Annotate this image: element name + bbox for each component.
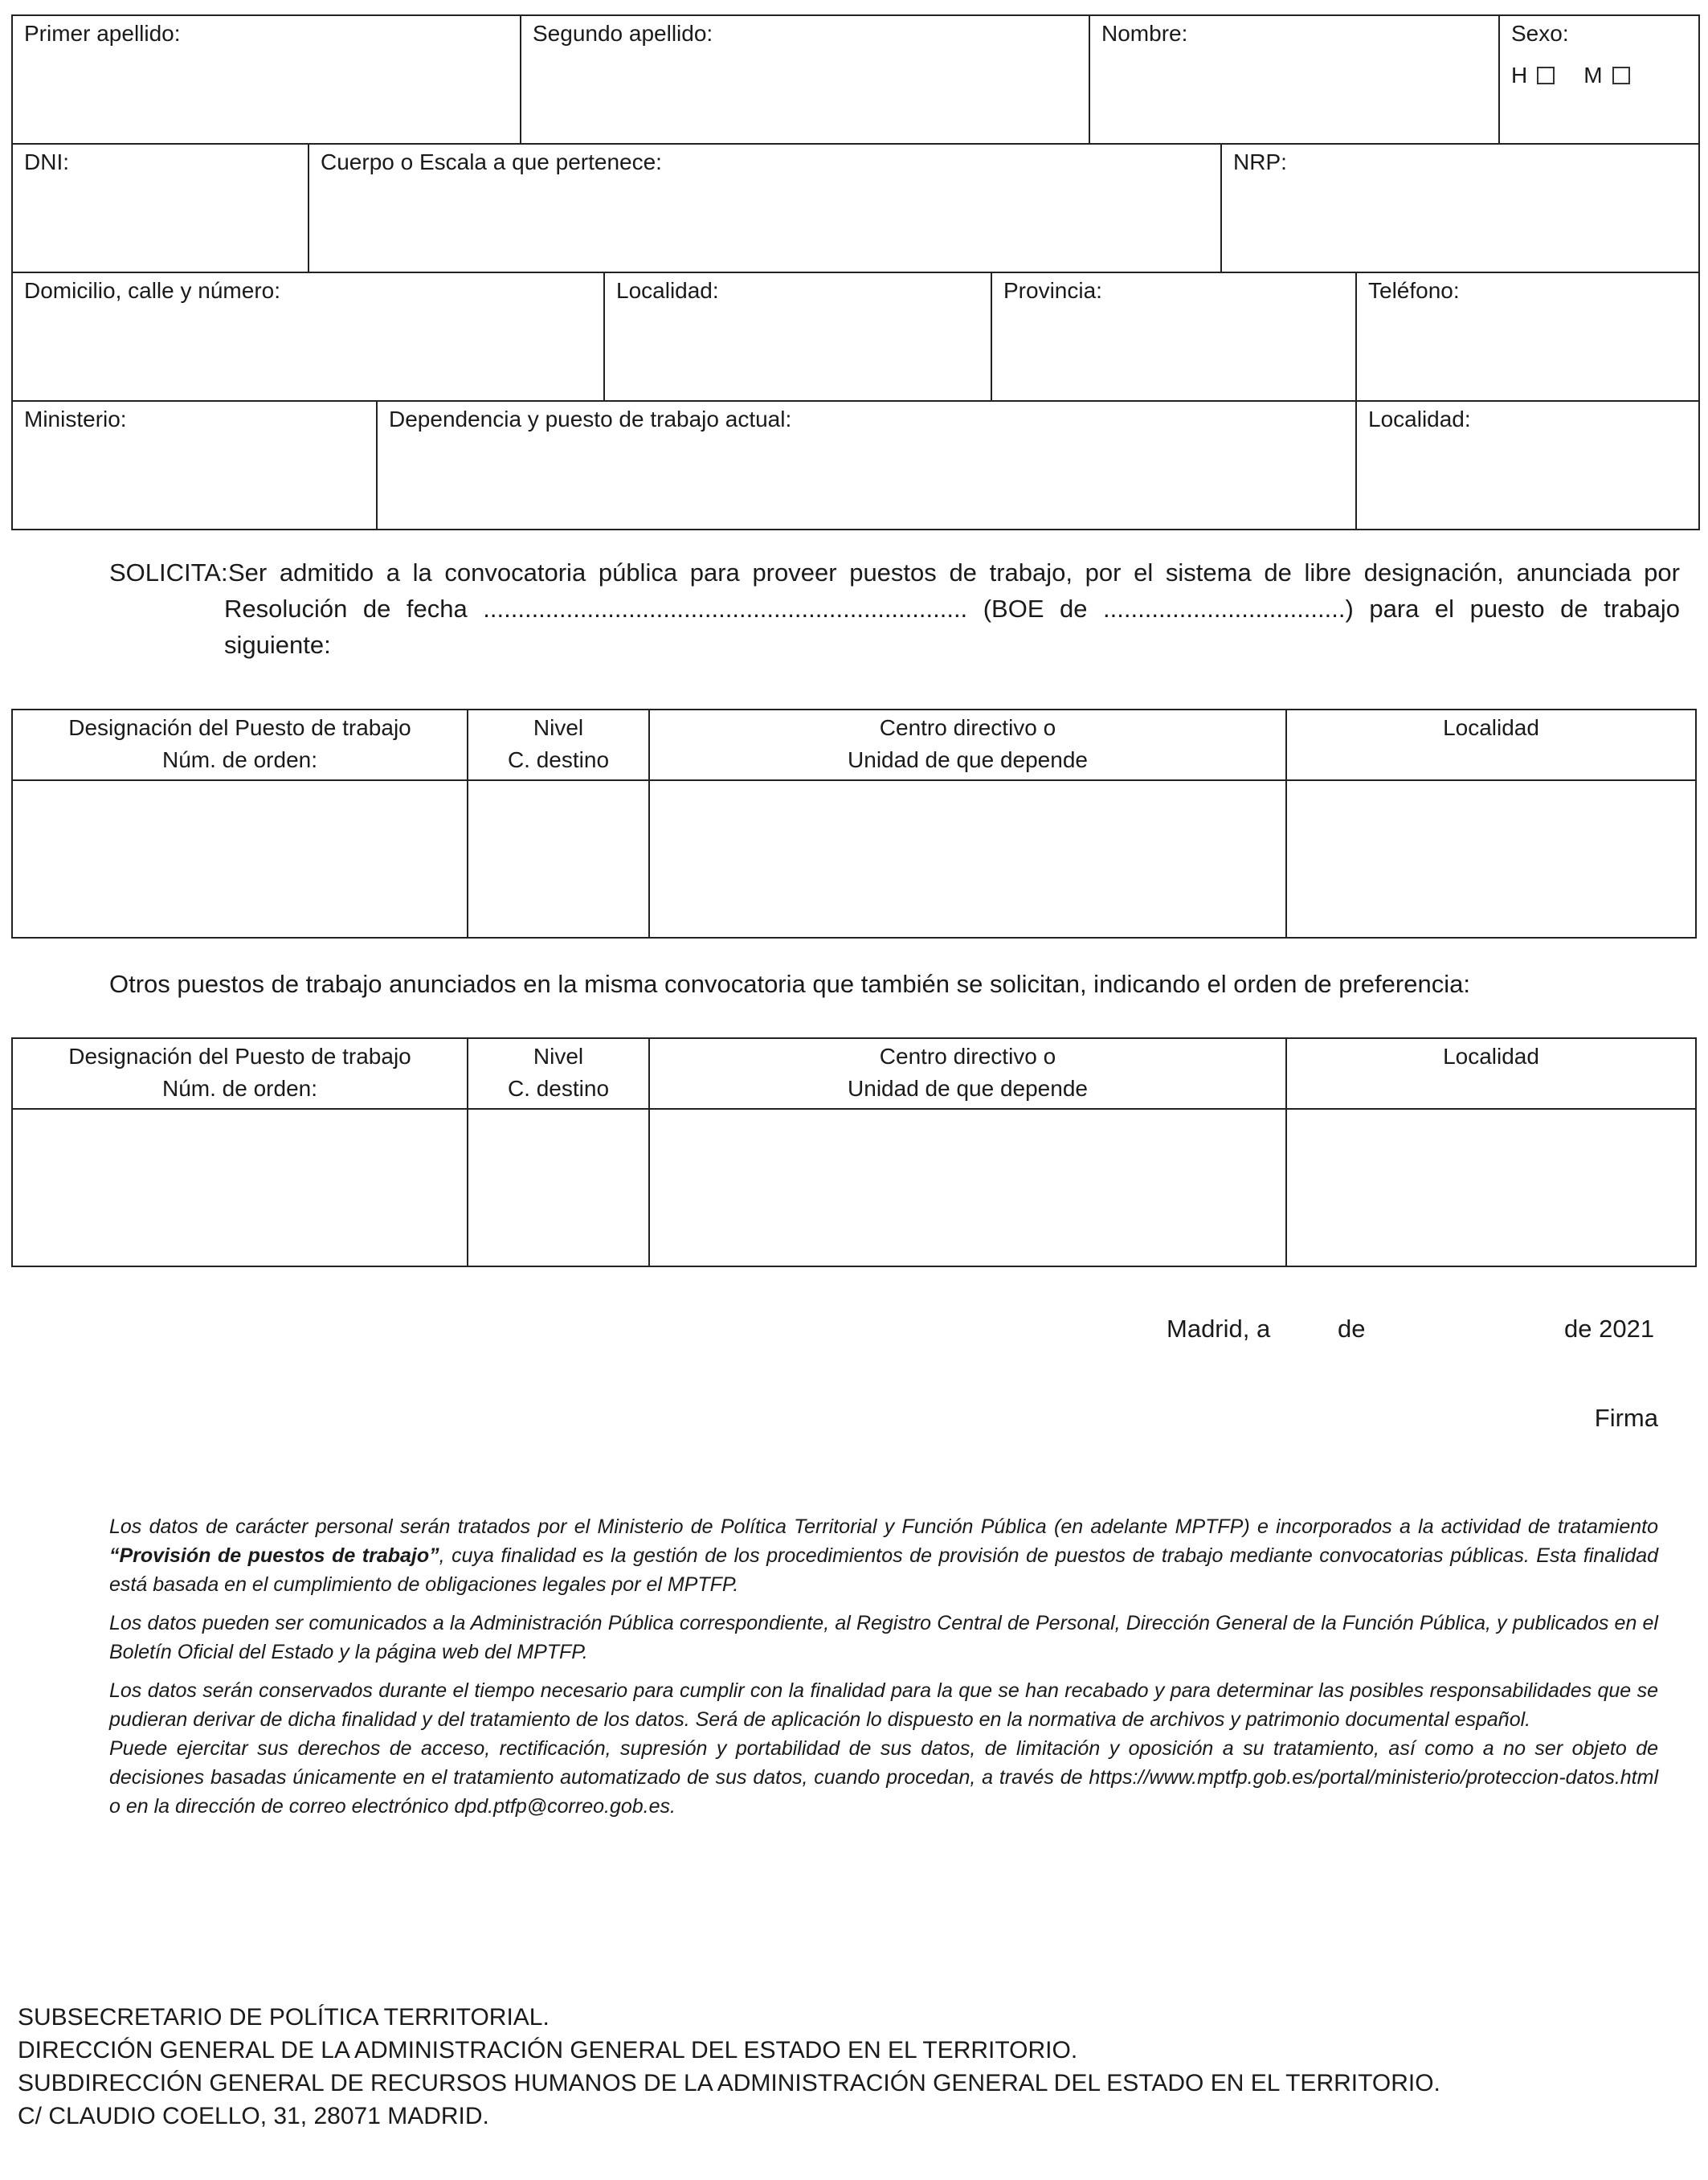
domicilio-label: Domicilio, calle y número: xyxy=(24,278,280,303)
nombre-field[interactable] xyxy=(1090,16,1500,143)
localidad-label: Localidad: xyxy=(616,278,719,303)
cell-designacion[interactable] xyxy=(13,1110,468,1266)
sexo-label: Sexo: xyxy=(1511,21,1569,46)
fecha-year: de 2021 xyxy=(1564,1315,1655,1343)
col-centro-line2: Unidad de que depende xyxy=(848,747,1088,772)
footer-address xyxy=(18,2001,1440,2133)
domicilio-field[interactable] xyxy=(13,273,605,400)
localidad-field[interactable] xyxy=(605,273,992,400)
telefono-field[interactable] xyxy=(1357,273,1698,400)
col-localidad xyxy=(1287,710,1695,779)
sexo-m-label: M xyxy=(1583,63,1603,88)
puesto-table-header xyxy=(13,710,1695,781)
footer-line: DIRECCIÓN GENERAL DE LA ADMINISTRACIÓN GENERAL DEL ESTADO EN EL TERRITORIO. xyxy=(18,2037,1078,2063)
cell-localidad[interactable] xyxy=(1287,1110,1695,1266)
form-row-domicilio xyxy=(13,273,1698,402)
legal-p1-start: Los datos de carácter personal serán tratados por el Ministerio de Política Territorial y Función Pública (en adelante MPTFP) e incorporados a la actividad de tratamiento xyxy=(109,1515,1658,1538)
otros-table-row xyxy=(13,1110,1695,1266)
col-centro xyxy=(650,710,1287,779)
otros-puestos-text: Otros puestos de trabajo anunciados en la misma convocatoria que también se solicitan, indicando el orden de preferencia: xyxy=(109,970,1470,998)
puesto-table xyxy=(11,709,1697,939)
data-protection-notice xyxy=(109,1512,1658,1830)
col-localidad-line1: Localidad xyxy=(1443,715,1539,740)
col-nivel-line1: Nivel xyxy=(533,715,584,740)
col-centro-line2: Unidad de que depende xyxy=(848,1076,1088,1101)
col-nivel-line2: C. destino xyxy=(507,1076,610,1101)
footer-line: SUBDIRECCIÓN GENERAL DE RECURSOS HUMANOS DE LA ADMINISTRACIÓN GENERAL DEL ESTADO EN EL TERRITORIO. xyxy=(18,2070,1440,2096)
col-centro-line1: Centro directivo o xyxy=(879,715,1056,740)
legal-paragraph-4: Puede ejercitar sus derechos de acceso, rectificación, supresión y portabilidad de sus datos, de limitación y oposición a su tratamiento, así como a no ser objeto de decisiones basadas únicamente en el tratamiento automatizado de sus datos, cuando procedan, a través de https://www.mptfp.gob.es/portal/ministerio/proteccion-datos.html o en la dirección de correo electrónico dpd.ptfp@correo.gob.es. xyxy=(109,1737,1658,1818)
fecha-de: de xyxy=(1338,1315,1366,1343)
nrp-label: NRP: xyxy=(1233,149,1287,174)
legal-p1-end: , cuya finalidad es la gestión de los procedimientos de provisión de puestos de trabajo mediante convocatorias públicas. Esta finalidad está basada en el cumplimiento de obligaciones legales por el MPTFP. xyxy=(109,1544,1658,1596)
cell-nivel[interactable] xyxy=(468,1110,650,1266)
col-designacion xyxy=(13,1039,468,1108)
ministerio-label: Ministerio: xyxy=(24,407,127,432)
nombre-label: Nombre: xyxy=(1101,21,1188,46)
ministerio-field[interactable] xyxy=(13,402,378,529)
cuerpo-field[interactable] xyxy=(309,145,1222,272)
col-localidad xyxy=(1287,1039,1695,1108)
cell-centro[interactable] xyxy=(650,781,1287,937)
provincia-field[interactable] xyxy=(992,273,1357,400)
legal-paragraph-2: Los datos pueden ser comunicados a la Administración Pública correspondiente, al Registro Central de Personal, Dirección General de la Función Pública, y publicados en el Boletín Oficial del Estado y la página web del MPTFP. xyxy=(109,1612,1658,1663)
sexo-h-checkbox[interactable] xyxy=(1537,67,1555,84)
legal-paragraph-3: Los datos serán conservados durante el tiempo necesario para cumplir con la finalidad para la que se han recabado y para determinar las posibles responsabilidades que se pudieran derivar de dicha finalidad y del tratamiento de los datos. Será de aplicación lo dispuesto en la normativa de archivos y patrimonio documental español. xyxy=(109,1679,1658,1731)
solicita-text: Ser admitido a la convocatoria pública para proveer puestos de trabajo, por el sistema de libre designación, anunciada por Resolución de fecha ...................................................................... (BOE de ...................................) para el puesto de trabajo siguiente: xyxy=(224,558,1680,659)
telefono-label: Teléfono: xyxy=(1368,278,1460,303)
segundo-apellido-field[interactable] xyxy=(521,16,1090,143)
provincia-label: Provincia: xyxy=(1003,278,1102,303)
solicita-label: SOLICITA: xyxy=(109,558,228,587)
col-designacion-line1: Designación del Puesto de trabajo xyxy=(68,1044,411,1069)
otros-puestos-table xyxy=(11,1037,1697,1267)
col-centro-line1: Centro directivo o xyxy=(879,1044,1056,1069)
legal-p1-bold: “Provisión de puestos de trabajo” xyxy=(109,1544,439,1567)
cell-localidad[interactable] xyxy=(1287,781,1695,937)
legal-paragraph-1 xyxy=(109,1512,1658,1599)
col-nivel-line1: Nivel xyxy=(533,1044,584,1069)
form-row-dni xyxy=(13,145,1698,273)
col-designacion xyxy=(13,710,468,779)
dependencia-field[interactable] xyxy=(378,402,1357,529)
form-row-ministerio xyxy=(13,402,1698,530)
col-nivel-line2: C. destino xyxy=(507,747,610,772)
localidad-actual-label: Localidad: xyxy=(1368,407,1471,432)
sexo-h-label: H xyxy=(1511,63,1528,88)
nrp-field[interactable] xyxy=(1222,145,1698,272)
sexo-field xyxy=(1500,16,1698,143)
col-designacion-line2: Núm. de orden: xyxy=(162,1076,317,1101)
col-designacion-line2: Núm. de orden: xyxy=(162,747,317,772)
otros-table-header xyxy=(13,1039,1695,1110)
footer-line: C/ CLAUDIO COELLO, 31, 28071 MADRID. xyxy=(18,2103,489,2129)
sexo-m-checkbox[interactable] xyxy=(1612,67,1630,84)
col-nivel xyxy=(468,710,650,779)
personal-data-form xyxy=(11,14,1700,530)
puesto-table-row xyxy=(13,781,1695,937)
col-localidad-line1: Localidad xyxy=(1443,1044,1539,1069)
dependencia-label: Dependencia y puesto de trabajo actual: xyxy=(389,407,792,432)
cell-designacion[interactable] xyxy=(13,781,468,937)
segundo-apellido-label: Segundo apellido: xyxy=(533,21,713,46)
dni-label: DNI: xyxy=(24,149,69,174)
cuerpo-label: Cuerpo o Escala a que pertenece: xyxy=(321,149,662,174)
form-row-names xyxy=(13,16,1698,145)
localidad-actual-field[interactable] xyxy=(1357,402,1698,529)
dni-field[interactable] xyxy=(13,145,309,272)
solicita-block xyxy=(109,554,1680,663)
firma-label: Firma xyxy=(1594,1404,1658,1432)
primer-apellido-field[interactable] xyxy=(13,16,521,143)
cell-centro[interactable] xyxy=(650,1110,1287,1266)
primer-apellido-label: Primer apellido: xyxy=(24,21,181,46)
col-centro xyxy=(650,1039,1287,1108)
footer-line: SUBSECRETARIO DE POLÍTICA TERRITORIAL. xyxy=(18,2004,550,2031)
col-nivel xyxy=(468,1039,650,1108)
fecha-madrid: Madrid, a xyxy=(1167,1315,1271,1343)
col-designacion-line1: Designación del Puesto de trabajo xyxy=(68,715,411,740)
cell-nivel[interactable] xyxy=(468,781,650,937)
